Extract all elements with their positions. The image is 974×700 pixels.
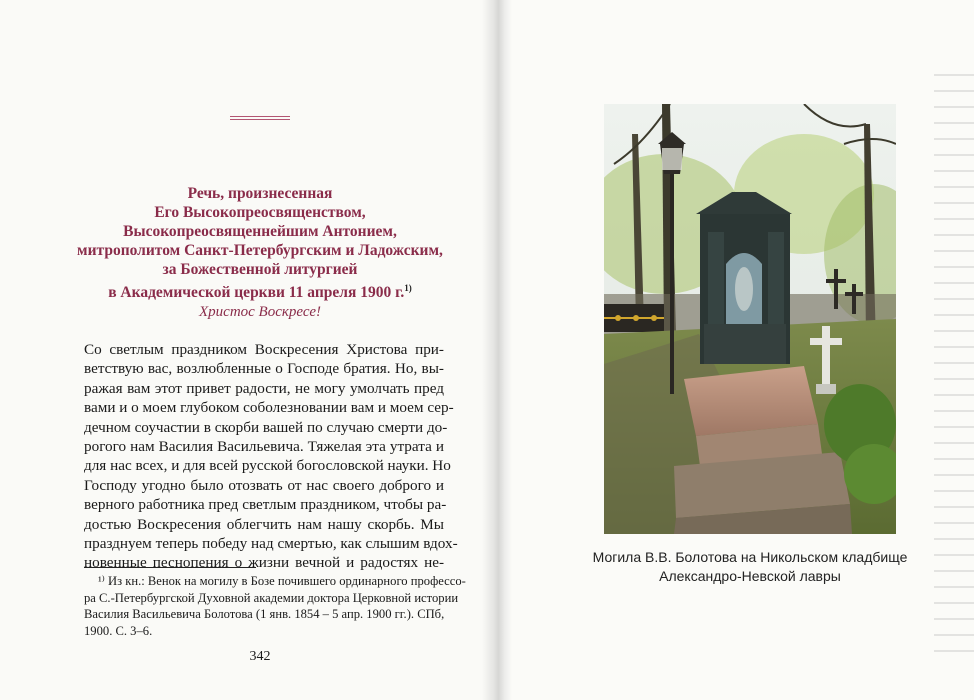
heading-line [40, 279, 480, 302]
footnote-rule [84, 567, 256, 568]
body-line: вами и о моем глубоком соболезновании вам и моем сер- [84, 399, 454, 417]
heading-line: митрополитом Санкт-Петербургским и Ладожским, [77, 242, 443, 259]
heading-last-line: в Академической церкви 11 апреля 1900 г. [108, 284, 405, 302]
body-line: дечном соучастии в скорби вашей по случаю смерти до- [84, 418, 448, 436]
speech-heading [40, 184, 480, 302]
heading-line: за Божественной литургией [162, 261, 358, 278]
page-number: 342 [249, 649, 271, 664]
photo-caption [580, 548, 920, 586]
footnote-line: 1900. С. 3–6. [84, 623, 153, 638]
caption-line: Александро-Невской лавры [659, 568, 841, 584]
greeting: Христос Воскресе! [199, 304, 321, 320]
footnote-line: ра С.-Петербургской Духовной академии доктора Церковной истории [84, 590, 459, 605]
footnote-line: ¹⁾ Из кн.: Венок на могилу в Бозе почившего ординарного профессо- [98, 574, 466, 588]
body-line: верного работника пред светлым праздником, чтобы ра- [84, 496, 447, 514]
grave-photo [604, 104, 896, 534]
heading-line: Речь, произнесенная [187, 185, 333, 202]
body-line: новенные песнопения о жизни вечной и радостях не- [84, 554, 444, 572]
footnote-marker: 1) [404, 283, 412, 293]
footnote [84, 573, 466, 639]
book-gutter [482, 0, 512, 700]
body-line: достью Воскресения облегчить нам нашу скорбь. Мы [84, 515, 444, 533]
body-line: Со светлым праздником Воскресения Христова при- [84, 341, 444, 358]
body-paragraph [84, 340, 458, 573]
body-line: ветствую вас, возлюбленные о Господе братия. Но, вы- [84, 360, 444, 378]
body-line: для нас всех, и для всей русской богословской науки. Но [84, 457, 451, 475]
heading-line: Его Высокопреосвященством, [154, 204, 366, 221]
bleed-through-text [934, 60, 974, 660]
ornamental-rule [230, 116, 290, 120]
body-line: рогого нам Василия Васильевича. Тяжелая эта утрата и [84, 438, 444, 456]
heading-line: Высокопреосвященнейшим Антонием, [123, 223, 397, 240]
caption-line: Могила В.В. Болотова на Никольском кладбище [592, 549, 908, 565]
body-line: Господу угодно было отозвать от нас своего доброго и [84, 476, 444, 494]
footnote-line: Василия Васильевича Болотова (1 янв. 1854 – 5 апр. 1900 гг.). СПб, [84, 607, 445, 622]
body-line: ражая вам этот привет радости, не могу умолчать пред [84, 379, 444, 397]
body-line: празднуем теперь победу над смертью, как слышим вдох- [84, 535, 458, 553]
